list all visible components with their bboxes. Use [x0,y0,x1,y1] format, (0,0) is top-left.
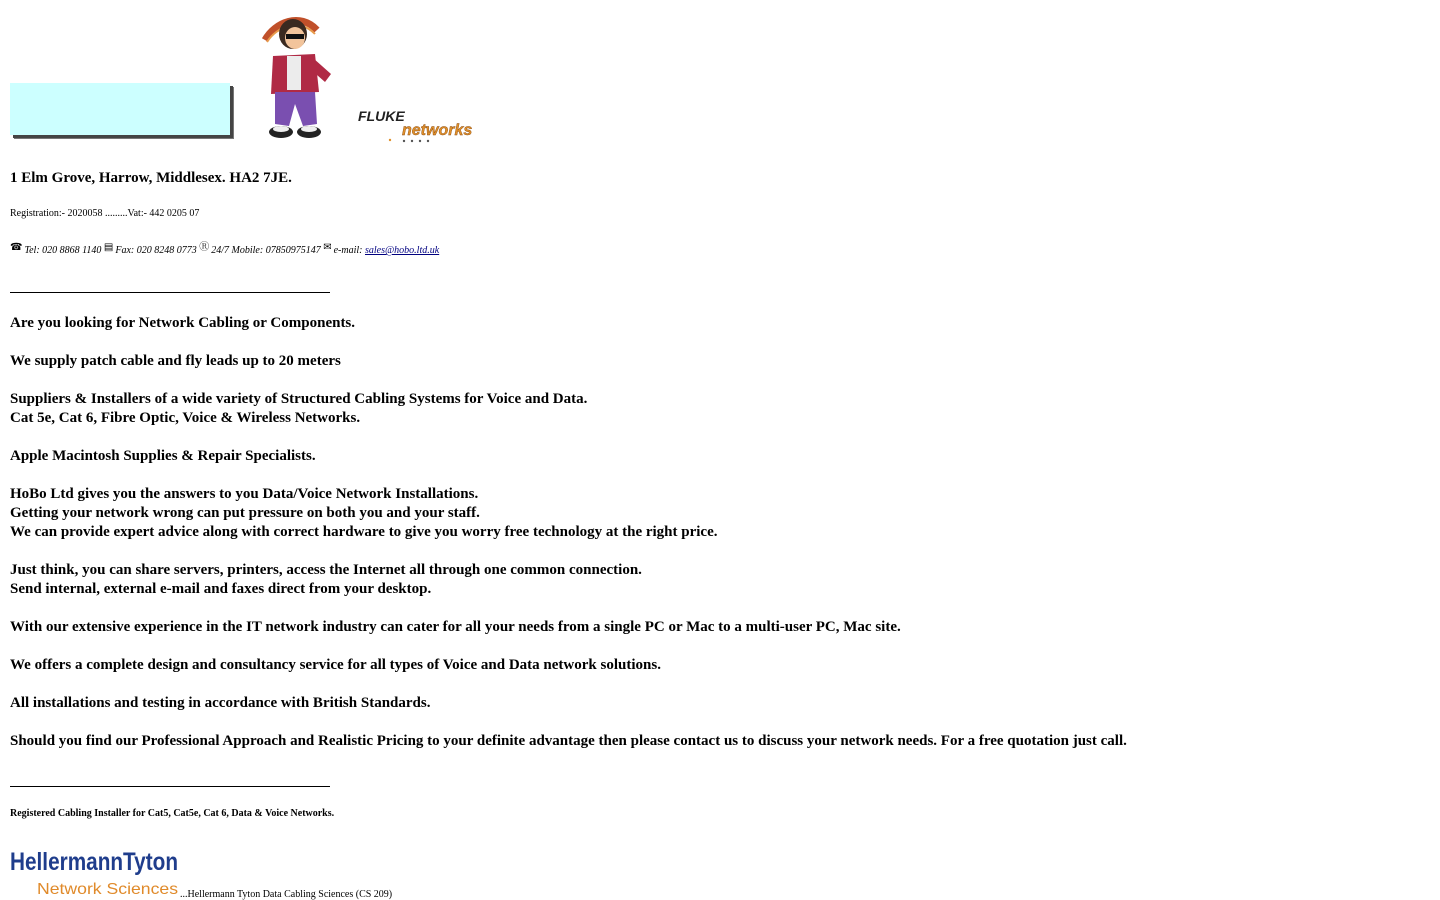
content-paragraph [10,618,1410,637]
content-line: We offers a complete design and consultancy service for all types of Voice and Data network solutions. [10,657,661,673]
content-line: Send internal, external e-mail and faxes direct from your desktop. [10,581,432,597]
content-line: With our extensive experience in the IT network industry can cater for all your needs from a single PC or Mac to a multi-user PC, Mac site. [10,619,901,635]
content-line: Just think, you can share servers, printers, access the Internet all through one common connection. [10,562,642,578]
content-line: Cat 5e, Cat 6, Fibre Optic, Voice & Wireless Networks. [10,410,361,426]
fax-icon: ▤ [103,242,114,253]
registration-info: Registration:- 2020058 .........Vat:- 442 0205 07 [10,208,200,219]
contact-line [10,238,439,256]
content-paragraph [10,447,1410,466]
content-line: Apple Macintosh Supplies & Repair Specialists. [10,448,316,464]
content-paragraph [10,561,1410,599]
content-paragraph [10,694,1410,713]
ht-logo-line1: HellermannTyton [10,848,178,876]
content-line: Should you find our Professional Approach and Realistic Pricing to your definite advantage then please contact us to discuss your network needs. For a free quotation just call. [10,733,1127,749]
content-line: Are you looking for Network Cabling or Components. [10,315,356,331]
envelope-icon: ✉ [323,242,332,253]
email-label: e-mail: [333,245,363,256]
hellermann-tyton-logo [10,842,182,900]
content-paragraph [10,656,1410,675]
mascot-image [245,12,345,148]
ht-caption: ...Hellermann Tyton Data Cabling Sciences (CS 209) [180,889,393,900]
fluke-networks-logo [358,107,498,147]
fluke-logo-text: FLUKE [358,108,405,124]
mobile-text: 24/7 Mobile: 07850975147 [211,245,321,256]
company-address: 1 Elm Grove, Harrow, Middlesex. HA2 7JE. [10,170,292,186]
content-paragraph [10,314,1410,333]
content-paragraph [10,390,1410,428]
content-line: All installations and testing in accordance with British Standards. [10,695,431,711]
content-paragraph [10,732,1410,751]
content-line: HoBo Ltd gives you the answers to you Data/Voice Network Installations. [10,486,479,502]
content-line: We supply patch cable and fly leads up to 20 meters [10,353,341,369]
networks-logo-text: networks [402,122,473,139]
content-line: Suppliers & Installers of a wide variety of Structured Cabling Systems for Voice and Data. [10,391,588,407]
tel-text: Tel: 020 8868 1140 [24,245,102,256]
phone-icon: ☎ [10,242,23,253]
fax-text: Fax: 020 8248 0773 [115,245,197,256]
registered-installer-text: Registered Cabling Installer for Cat5, Cat5e, Cat 6, Data & Voice Networks. [10,808,335,819]
main-content [10,314,1410,770]
content-paragraph [10,485,1410,542]
header [10,12,510,152]
email-link[interactable]: sales@hobo.ltd.uk [364,245,440,256]
banner-box [10,83,230,135]
divider-bottom [10,786,330,787]
content-line: Getting your network wrong can put pressure on both you and your staff. [10,505,480,521]
content-paragraph [10,352,1410,371]
content-line: We can provide expert advice along with correct hardware to give you worry free technology at the right price. [10,524,718,540]
divider-top [10,292,330,293]
ht-logo-line2: Network Sciences [37,881,178,898]
mobile-icon: Ⓡ [199,242,210,253]
